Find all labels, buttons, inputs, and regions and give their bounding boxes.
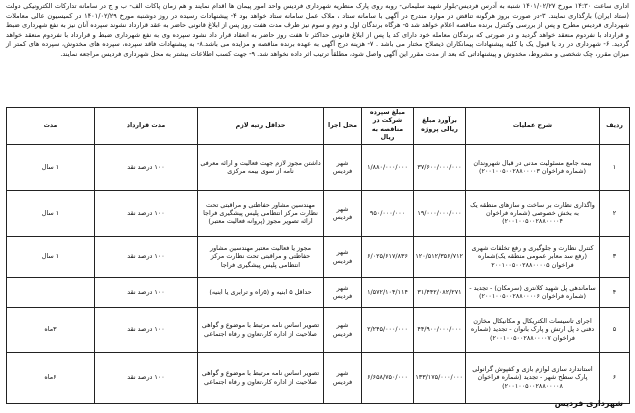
header-hadeaghal: حداقل رتبه لازم (198, 108, 324, 145)
header-radif: ردیف (600, 108, 630, 145)
cell-seporde: ۱/۵۷۲/۱۰۴/۱۱۴ (362, 277, 414, 307)
cell-baravord: ۱۹/۰۰۰/۰۰۰/۰۰۰ (414, 190, 466, 236)
cell-seporde: ۲/۲۴۵/۰۰۰/۰۰۰ (362, 307, 414, 352)
cell-mahal: شهر فردیس (324, 190, 362, 236)
cell-seporde: ۶/۶۵۸/۷۵۰/۰۰۰ (362, 352, 414, 403)
cell-hadeaghal: حداقل ۵ ابنیه و (۵راه و ترابری یا ابنیه) (198, 277, 324, 307)
cell-mahal: شهر فردیس (324, 277, 362, 307)
cell-baravord: ۴۴/۹۰۰/۰۰۰/۰۰۰ (414, 307, 466, 352)
cell-sharh: استاندارد سازی لوازم بازی و کفپوش گرانولی پارک سطح شهر - تجدید (شماره فراخوان ۲۰۰۱۰۰۵۰۰۲۸۸۰۰۰۰۸) (466, 352, 600, 403)
cell-pardakht: ۱۰۰ درصد نقد (95, 236, 198, 277)
cell-radif: ۶ (600, 352, 630, 403)
cell-hadeaghal: مهندسین مشاور حفاظتی و مراقبتی تحت نظارت مرکز انتظامی پلیس پیشگیری فراجا ارائه تصویر مجوز (پروانه فعالیت معتبر) (198, 190, 324, 236)
cell-baravord: ۱۲۰/۵۱۲/۳۵۶/۷۱۲ (414, 236, 466, 277)
cell-baravord: ۳۷/۶۰۰/۰۰۰/۰۰۰ (414, 144, 466, 190)
cell-sharh: ساماندهی پل شهید کلانتری (سرمکان) - تجدید - (شماره فراخوان ۲۰۰۱۰۰۵۰۰۲۸۸۰۰۰۰۶) (466, 277, 600, 307)
header-sharh: شرح عملیات (466, 108, 600, 145)
cell-radif: ۵ (600, 307, 630, 352)
cell-sharh: اجرای تاسیسات الکتریکال و مکانیکال مخازن دفنی د پل ارتش و پارک بانوان - تجدید (شماره فراخوان ۲۰۰۱۰۰۵۰۰۲۸۸۰۰۰۰۷) (466, 307, 600, 352)
cell-radif: ۴ (600, 277, 630, 307)
cell-pardakht: ۱۰۰ درصد نقد (95, 307, 198, 352)
header-mahal: محل اجرا (324, 108, 362, 145)
cell-seporde: ۶/۰۲۵/۶۱۷/۸۳۶ (362, 236, 414, 277)
cell-hadeaghal: مجوز یا فعالیت معتبر مهندسین مشاور حفاظتی و مراقبتی تحت نظارت مرکز انتظامی پلیس پیشگیری فراجا (198, 236, 324, 277)
cell-seporde: ۱/۸۸۰/۰۰۰/۰۰۰ (362, 144, 414, 190)
cell-seporde: ۹۵۰/۰۰۰/۰۰۰ (362, 190, 414, 236)
cell-moddat: ۶ماه (7, 352, 95, 403)
cell-radif: ۱ (600, 144, 630, 190)
cell-pardakht: ۱۰۰ درصد نقد (95, 144, 198, 190)
table-row (7, 236, 630, 277)
cell-sharh: واگذاری نظارت بر ساخت و سازهای منطقه یک به بخش خصوصی (شماره فراخوان ۲۰۰۱۰۰۵۰۰۲۸۸۰۰۰۰۴) (466, 190, 600, 236)
cell-pardakht: ۱۰۰ درصد نقد (95, 277, 198, 307)
intro-paragraph: اداری ساعت ۱۴:۳۰ مورخ ۱۴۰۱/۰۲/۲۷ شنبه به آدرس فردیس-بلوار شهید سلیمانی- روبه روی پارک منظریه شهرداری فردیس واحد امور پیمان ها اقدام نمایند و هم زمان پاکات الف- ب و ج در سامانه تدارکات الکترونیکی دولت (ستاد ایران) بارگذاری نمایند. ۳-در صورت بروز هرگونه تناقض در موارد مندرج در آگهی با سامانه ستاد ، ملاک عمل سامانه ستاد خواهد بود ۴- پیشنهادات رسیده در روز دوشنبه مورخ ۱۴۰۱/۰۲/۲۹ در کمیسیون عالی معاملات شهرداری فردیس مطرح و پس از بررسی وکنترل برنده مناقصه اعلام خواهد شد ۵- هرگاه برندگان اول و دوم و سوم نیز ظرف مدت هفت روز پس از ابلاغ قانونی حاضر به عقد قرارداد نشوند سپرده آنان نیز به نفع شهرداری ضبط و قرارداد با نفردوم منعقد خواهد گردید و در صورتی که برندگان معامله خود دارای کد یا پس از ابلاغ قانونی حداکثر تا هفت روز حاضر به انعقاد قرار داد نشود سپرده وی به نفع شهرداری ضبط و قرارداد با نفردوم منعقد خواهد گردید. ۶- شهرداری در رد یا قبول یک یا کلیه پیشنهادات پیمانکاران ذیصلاح مختار می باشد . ۷- هزینه درج آگهی به عهده برنده مناقصه و مزایده می باشد.۸- به پیشنهادات فاقد سپرده، سپرده های مخدوش، سپرده های کمتر از میزان مقرر، چک شخصی و مشروط، مخدوش و پیشنهاداتی که بعد از مدت مقرر این آگهی واصل شود، مطلقاً ترتیب اثر داده نخواهد شد. ۹- جهت کسب اطلاعات بیشتر به محل شهرداری فردیس مراجعه نمایند. (6, 2, 629, 58)
table-row (7, 144, 630, 190)
tender-table (6, 107, 630, 404)
table-row (7, 307, 630, 352)
cell-moddat: ۳ماه (7, 307, 95, 352)
cell-radif: ۲ (600, 190, 630, 236)
table-header-row (7, 108, 630, 145)
cell-mahal: شهر فردیس (324, 307, 362, 352)
header-moddat: مدت (7, 108, 95, 145)
cell-mahal: شهر فردیس (324, 352, 362, 403)
cell-hadeaghal: تصویر اساس نامه مرتبط با موضوع و گواهی صلاحیت از اداره کار،تعاون و رفاه اجتماعی (198, 352, 324, 403)
cell-hadeaghal: داشتن مجوز لازم جهت فعالیت و ارائه معرفی نامه از سوی بیمه مرکزی (198, 144, 324, 190)
table-row (7, 277, 630, 307)
cell-pardakht: ۱۰۰ درصد نقد (95, 352, 198, 403)
table-row (7, 190, 630, 236)
cell-hadeaghal: تصویر اساس نامه مرتبط با موضوع و گواهی صلاحیت از اداره کار،تعاون و رفاه اجتماعی (198, 307, 324, 352)
header-seporde: مبلغ سپرده شرکت در مناقصه به ریال (362, 108, 414, 145)
cell-moddat: ۱ سال (7, 236, 95, 277)
cell-baravord: ۳۱/۴۴۲/۰۸۲/۲۷۱ (414, 277, 466, 307)
cell-sharh: کنترل نظارت و جلوگیری و رفع تخلفات شهری (رفع سد معابر عمومی منطقه یک)شماره فراخوان ۲۰۰۱۰۰۵۰۰۲۸۸۰۰۰۰۵ (466, 236, 600, 277)
signature: شهرداری فردیس (554, 399, 623, 408)
intro-text (6, 2, 629, 60)
header-pardakht: مدت قرارداد (95, 108, 198, 145)
cell-pardakht: ۱۰۰ درصد نقد (95, 190, 198, 236)
cell-sharh: بیمه جامع مسئولیت مدنی در قبال شهروندان (شماره فراخوان ۲۰۰۱۰۰۵۰۰۲۸۸۰۰۰۰۳) (466, 144, 600, 190)
cell-moddat: ۱ سال (7, 144, 95, 190)
cell-mahal: شهر فردیس (324, 144, 362, 190)
cell-radif: ۳ (600, 236, 630, 277)
header-baravord: برآورد مبلغ ریالی پروژه (414, 108, 466, 145)
cell-mahal: شهر فردیس (324, 236, 362, 277)
table-row (7, 352, 630, 403)
cell-baravord: ۱۳۳/۱۷۵/۰۰۰/۰۰۰ (414, 352, 466, 403)
cell-moddat: ۱ سال (7, 190, 95, 236)
cell-moddat (7, 277, 95, 307)
